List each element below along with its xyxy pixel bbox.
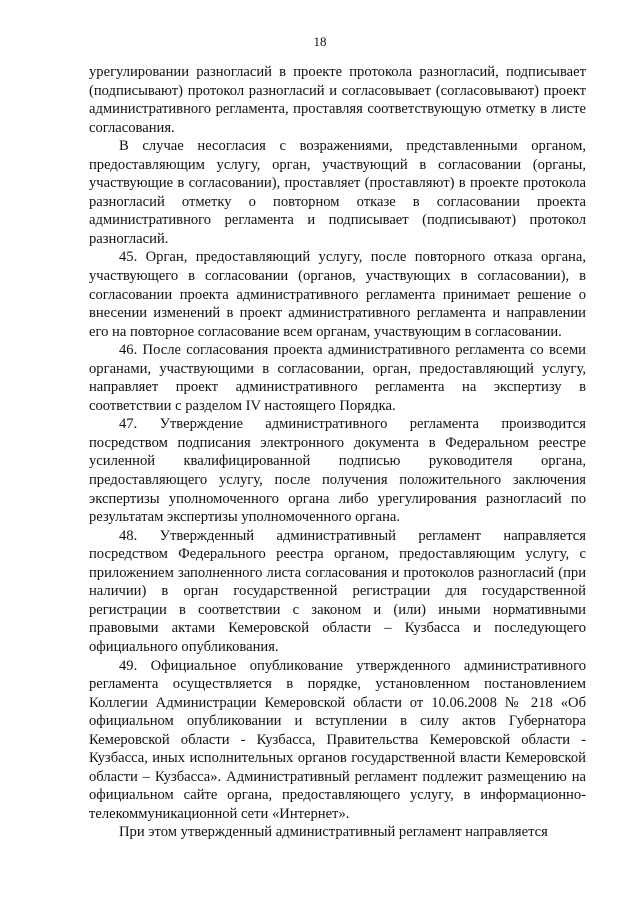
paragraph-item-47: 47. Утверждение административного регламента производится посредством подписания электронного документа в Федеральном реестре усиленной квалифицированной подписью руководителя органа, предоставляющего услугу, после получения положительного заключения экспертизы уполномоченного органа либо урегулирования разногласий по результатам экспертизы уполномоченного органа. xyxy=(89,416,586,526)
document-body xyxy=(89,63,586,842)
paragraph-item-48: 48. Утвержденный административный регламент направляется посредством Федерального реестра органом, предоставляющим услугу, с приложением заполненного листа согласования и протоколов разногласий (при наличии) в орган государственной регистрации для государственной регистрации в соответствии с законом и (или) иными нормативными правовыми актами Кемеровской области – Кузбасса и последующего официального опубликования. xyxy=(89,527,586,655)
paragraph-disagreement: В случае несогласия с возражениями, представленными органом, предоставляющим услугу, орган, участвующий в согласовании (органы, участвующие в согласовании), проставляет (проставляют) в проекте протокола разногласий отметку о повторном отказе в согласовании проекта административного регламента и подписывает (подписывают) протокол разногласий. xyxy=(89,138,586,247)
paragraph-final: При этом утвержденный административный регламент направляется xyxy=(119,824,548,841)
paragraph-item-46: 46. После согласования проекта административного регламента со всеми органами, участвующими в согласовании, орган, предоставляющий услугу, направляет проект административного регламента на экспертизу в соответствии с разделом IV настоящего Порядка. xyxy=(89,342,586,414)
paragraph-item-49: 49. Официальное опубликование утвержденного административного регламента осуществляется в порядке, установленном постановлением Коллегии Администрации Кемеровской области от 10.06.2008 № 218 «Об официальном опубликовании и вступлении в силу актов Губернатора Кемеровской области - Кузбасса, Правительства Кемеровской области - Кузбасса, иных исполнительных органов государственной власти Кемеровской области – Кузбасса». Административный регламент подлежит размещению на официальном сайте органа, предоставляющего услугу, в информационно-телекоммуникационной сети «Интернет». xyxy=(89,657,586,822)
paragraph-continuation: урегулировании разногласий в проекте протокола разногласий, подписывает (подписывают) протокол разногласий и согласовывает (согласовывают) проект административного регламента, проставляя соответствующую отметку в листе согласования. xyxy=(89,64,586,136)
paragraph-item-45: 45. Орган, предоставляющий услугу, после повторного отказа органа, участвующего в согласовании (органов, участвующих в согласовании), в согласовании проекта административного регламента принимает решение о внесении изменений в проект административного регламента и направлении его на повторное согласование всем органам, участвующим в согласовании. xyxy=(89,249,586,340)
page-number: 18 xyxy=(313,34,327,49)
